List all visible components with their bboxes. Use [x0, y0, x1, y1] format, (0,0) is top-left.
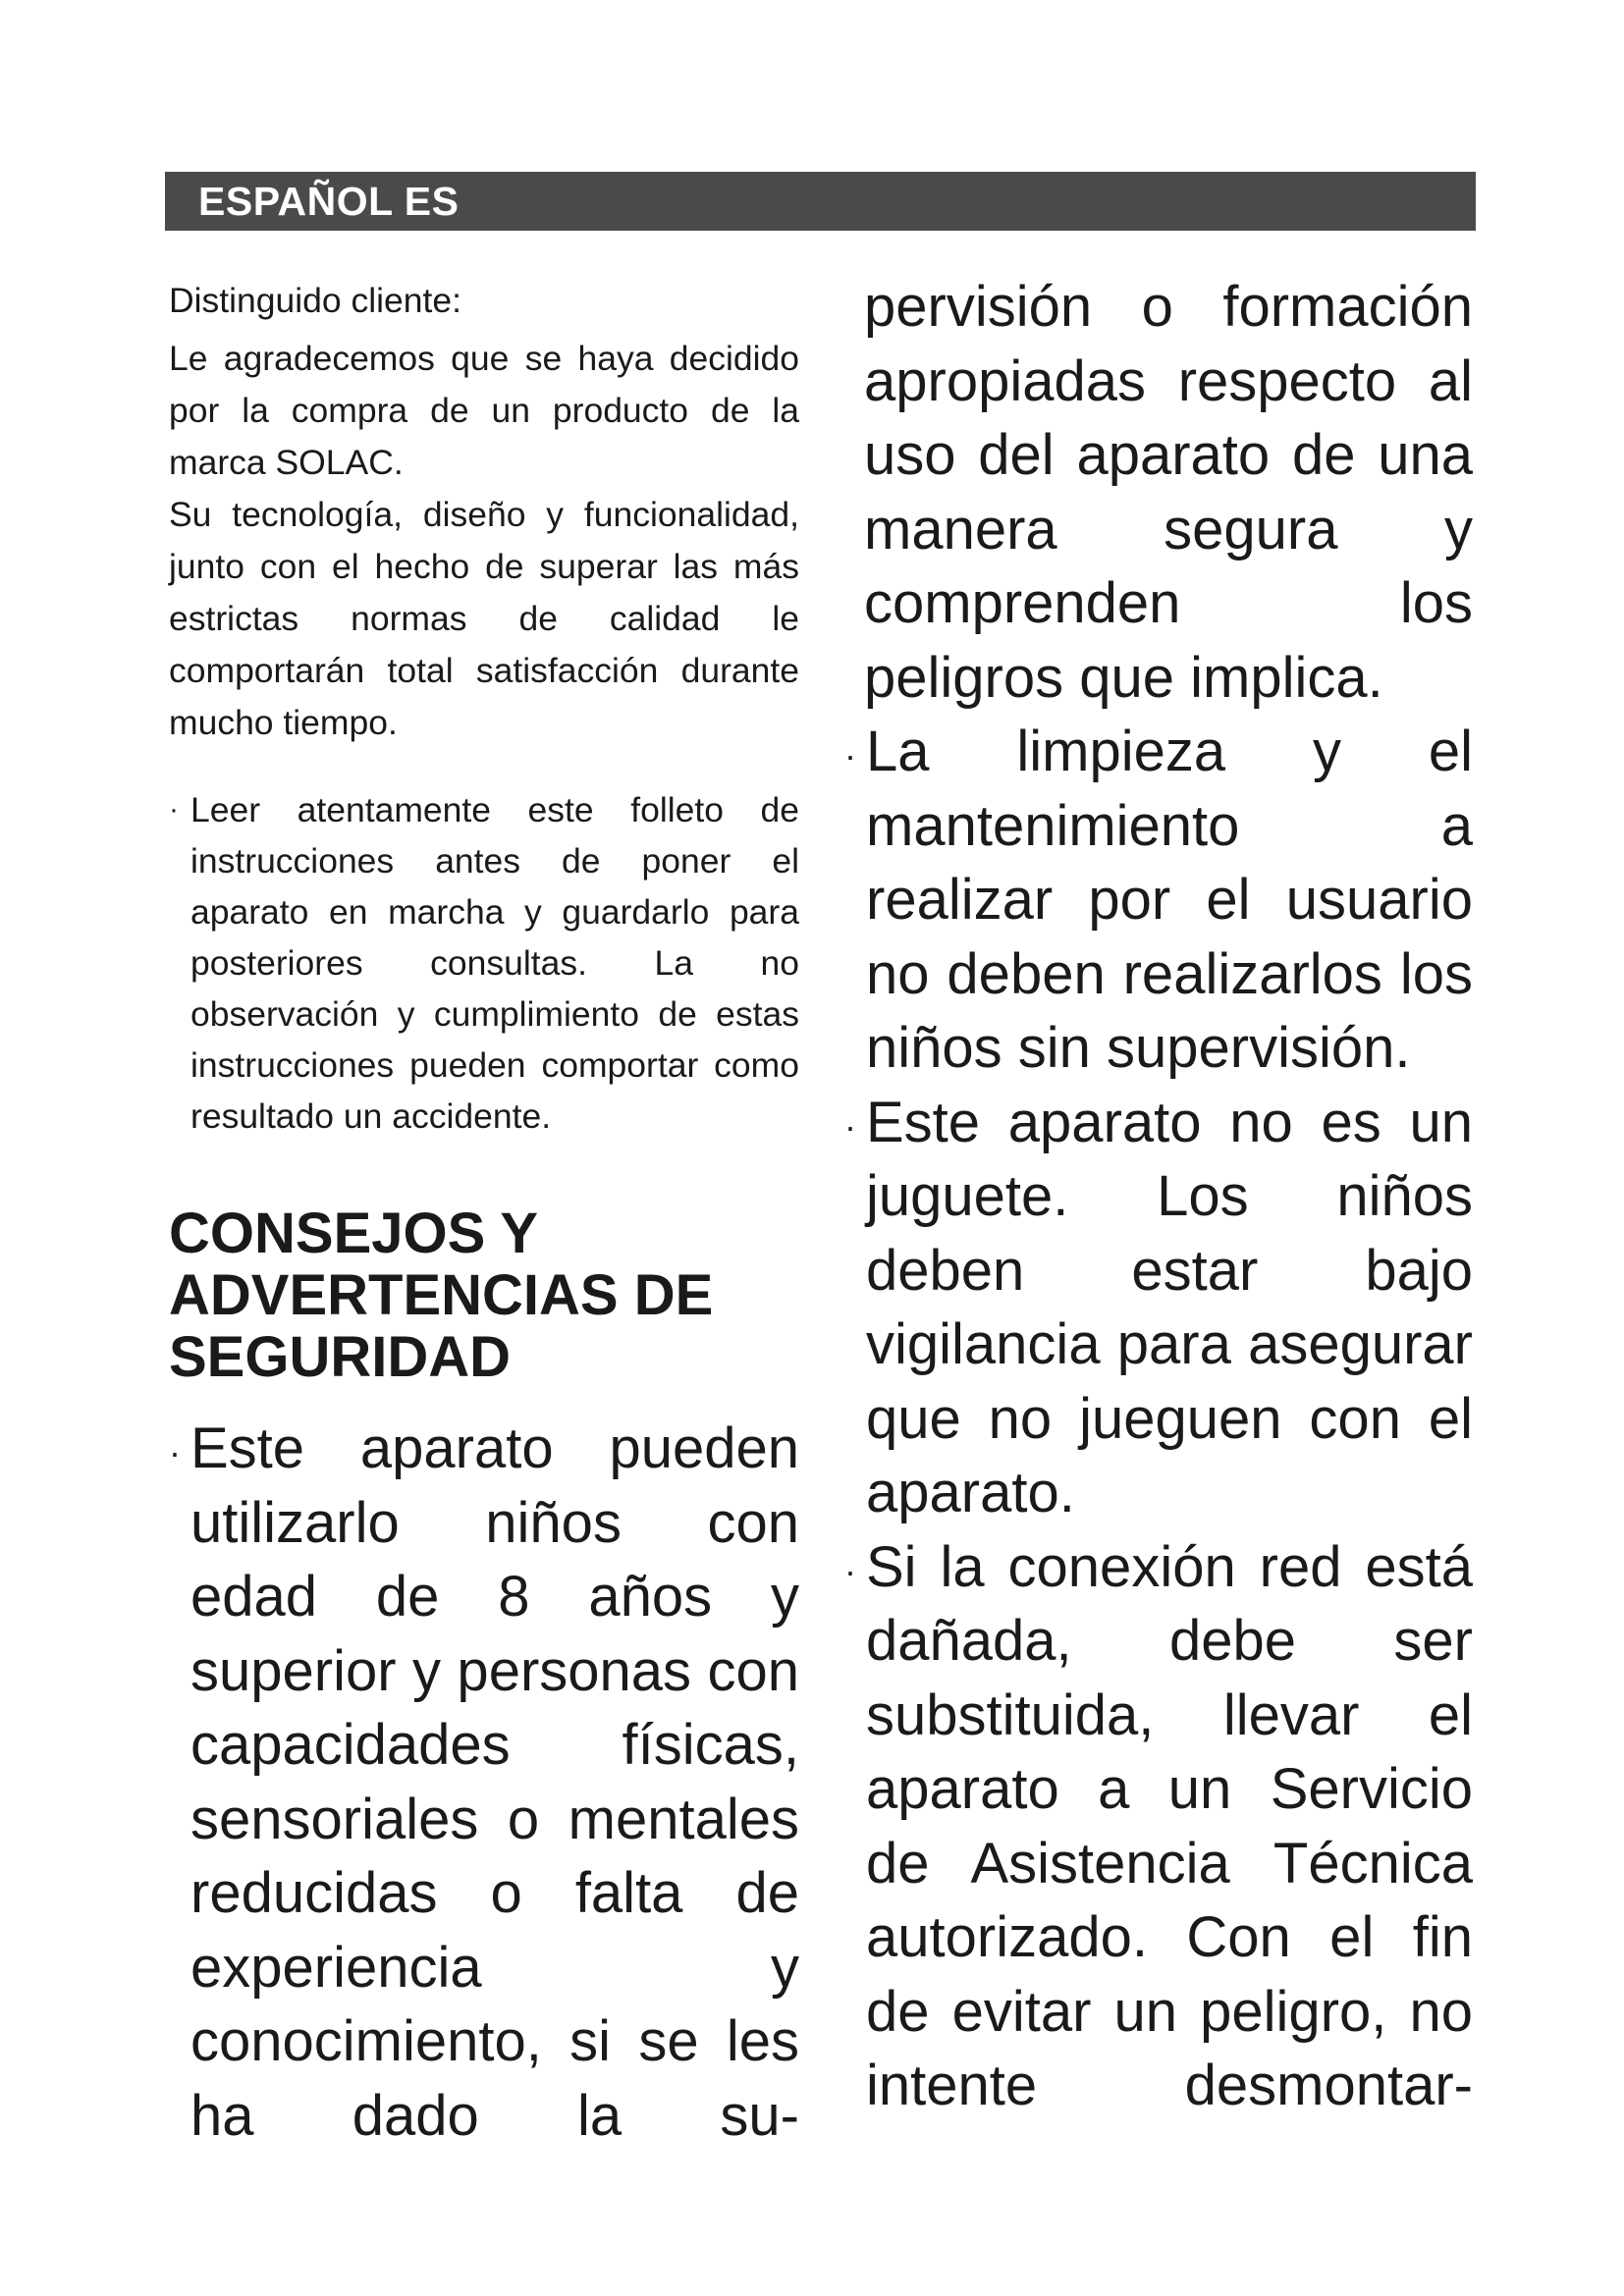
instruction-bullet — [169, 784, 799, 1142]
bullet-dot: · — [844, 1550, 856, 1591]
language-header-label: ESPAÑOL ES — [198, 178, 460, 224]
safety-bullet-3 — [844, 1086, 1473, 1530]
bullet-dot: · — [844, 1105, 856, 1147]
continuation-text: pervisión o formación apropiadas respecto al uso del aparato de una manera segura y comprenden los peligros que implica. — [864, 275, 1473, 710]
bullet-dot: · — [844, 735, 856, 775]
left-column — [169, 275, 799, 2153]
bullet-dot: · — [169, 1432, 181, 1472]
greeting: Distinguido cliente: — [169, 281, 461, 320]
safety-bullet-4-text: Si la conexión red está dañada, debe ser substituida, llevar el aparato a un Servicio de Asistencia Técnica autorizado. Con el fin de evitar un peligro, no intente desmontar- — [866, 1534, 1473, 2117]
safety-bullet-4 — [844, 1530, 1473, 2123]
instruction-bullet-text: Leer atentamente este folleto de instrucciones antes de poner el aparato en marcha y guardarlo para posteriores consultas. La no observación y cumplimiento de estas instrucciones pueden comportar como resultado un accidente. — [190, 790, 799, 1136]
safety-bullet-2-text: La limpieza y el mantenimiento a realizar por el usuario no deben realizarlos los niños sin supervisión. — [866, 720, 1473, 1080]
safety-bullet-1 — [169, 1412, 799, 2153]
bullet-dot: · — [169, 793, 179, 826]
right-column — [844, 270, 1473, 2123]
safety-bullet-2 — [844, 715, 1473, 1086]
intro-paragraph-2: Su tecnología, diseño y funcionalidad, junto con el hecho de superar las más estrictas normas de calidad le comportarán total satisfacción durante mucho tiempo. — [169, 495, 799, 742]
safety-bullet-1-text: Este aparato pueden utilizarlo niños con edad de 8 años y superior y personas con capacidades físicas, sensoriales o mentales reducidas o falta de experiencia y conocimiento, si se les ha dado la su- — [190, 1416, 799, 2148]
safety-bullet-3-text: Este aparato no es un juguete. Los niños deben estar bajo vigilancia para asegurar que no jueguen con el aparato. — [866, 1090, 1473, 1524]
intro-paragraph-1: Le agradecemos que se haya decidido por la compra de un producto de la marca SOLAC. — [169, 339, 799, 482]
section-title: CONSEJOS Y ADVERTENCIAS DE SEGURIDAD — [169, 1201, 714, 1389]
language-header — [165, 172, 1476, 231]
